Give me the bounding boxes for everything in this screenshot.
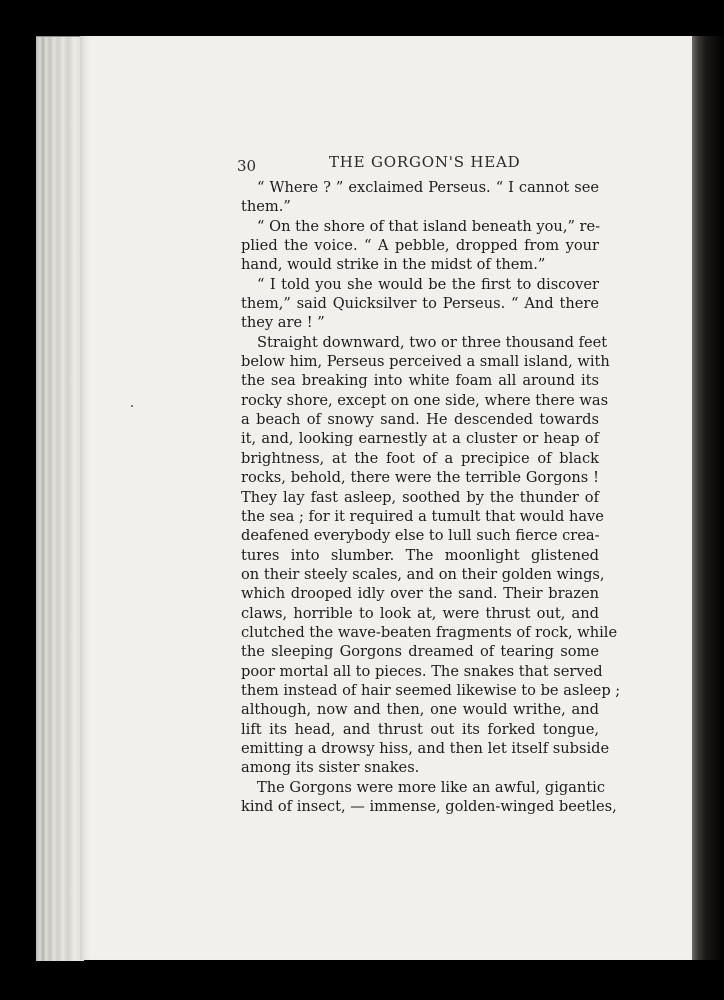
text-line: poor mortal all to pieces. The snakes that served (241, 662, 603, 680)
text-line: them instead of hair seemed likewise to be asleep ; (241, 681, 621, 699)
text-line: the sleeping Gorgons dreamed of tearing some (241, 643, 599, 661)
text-line: on their steely scales, and on their golden wings, (241, 565, 605, 583)
text-line: “ Where ? ” exclaimed Perseus. “ I cannot see (257, 179, 599, 196)
text-line: them.” (241, 198, 291, 216)
text-line: them,” said Quicksilver to Perseus. “ And there (241, 295, 599, 313)
text-line: rocks, behold, there were the terrible Gorgons ! (241, 469, 599, 487)
text-line: the sea breaking into white foam all around its (241, 372, 599, 390)
text-line: “ I told you she would be the first to discover (257, 275, 599, 293)
text-line: below him, Perseus perceived a small island, with (241, 353, 610, 371)
facing-page-shadow (692, 36, 724, 960)
page-header (237, 153, 611, 177)
text-line: Straight downward, two or three thousand feet (257, 333, 608, 351)
text-line: tures into slumber. The moonlight glistened (241, 546, 599, 564)
page-edge-stack (36, 36, 84, 961)
text-line: brightness, at the foot of a precipice of black (241, 449, 599, 467)
text-line: hand, would strike in the midst of them.” (241, 256, 546, 274)
text-line: emitting a drowsy hiss, and then let itself subside (241, 739, 610, 757)
text-line: plied the voice. “ A pebble, dropped from your (241, 237, 599, 255)
text-line: claws, horrible to look at, were thrust out, and (241, 604, 599, 622)
paper-speck (131, 405, 133, 407)
text-line: rocky shore, except on one side, where there was (241, 391, 609, 409)
text-line: clutched the wave-beaten fragments of rock, while (241, 623, 618, 641)
text-line: it, and, looking earnestly at a cluster or heap of (241, 430, 599, 448)
page-number: 30 (237, 157, 257, 175)
text-line: The Gorgons were more like an awful, gigantic (257, 778, 606, 796)
text-line: kind of insect, — immense, golden-winged beetles, (241, 798, 617, 815)
body-text (241, 178, 621, 816)
text-line: which drooped idly over the sand. Their brazen (241, 585, 599, 603)
text-line: They lay fast asleep, soothed by the thunder of (241, 488, 599, 506)
text-line: “ On the shore of that island beneath you,” re- (257, 217, 601, 235)
text-line: deafened everybody else to lull such fierce crea- (241, 527, 600, 545)
running-title: THE GORGON'S HEAD (329, 153, 521, 171)
text-line: a beach of snowy sand. He descended towards (241, 411, 599, 429)
text-line: although, now and then, one would writhe, and (241, 701, 599, 719)
text-line: lift its head, and thrust out its forked tongue, (241, 720, 599, 738)
text-line: among its sister snakes. (241, 759, 420, 777)
text-line: they are ! ” (241, 314, 325, 332)
text-line: the sea ; for it required a tumult that would have (241, 507, 604, 525)
